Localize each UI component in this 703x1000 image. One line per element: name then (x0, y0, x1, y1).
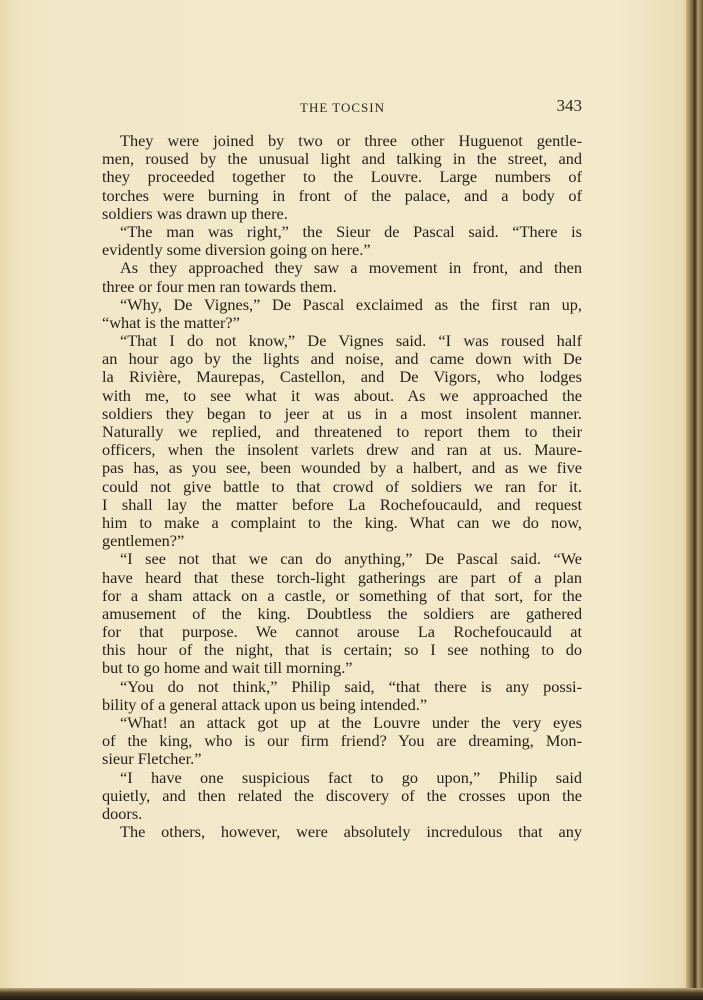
text-line: soldiers they began to jeer at us in a most insolent manner. (102, 403, 582, 423)
text-line: sieur Fletcher.” (102, 749, 202, 769)
text-line: I shall lay the matter before La Rochefoucauld, and request (102, 494, 582, 514)
text-line: have heard that these torch-light gatherings are part of a plan (102, 567, 582, 587)
text-line: with me, to see what it was about. As we approached the (102, 385, 582, 405)
text-line: “The man was right,” the Sieur de Pascal said. “There is (120, 221, 582, 241)
text-line: The others, however, were absolutely incredulous that any (120, 822, 582, 842)
text-line: Naturally we replied, and threatened to report them to their (102, 422, 582, 441)
text-line: this hour of the night, that is certain; so I see nothing to do (102, 640, 582, 660)
text-line: “That I do not know,” De Vignes said. “I was roused half (120, 331, 582, 351)
text-line: amusement of the king. Doubtless the soldiers are gathered (102, 603, 582, 623)
text-line: three or four men ran towards them. (102, 276, 337, 296)
text-line: men, roused by the unusual light and talking in the street, and (102, 149, 582, 169)
text-line: gentlemen?” (102, 531, 185, 551)
page-number: 343 (556, 96, 582, 115)
page-edge-bottom (0, 988, 703, 1000)
text-line: pas has, as you see, been wounded by a halbert, and as we five (102, 458, 582, 478)
text-line: quietly, and then related the discovery of the crosses upon the (102, 785, 582, 805)
text-line: “What! an attack got up at the Louvre under the very eyes (120, 713, 582, 732)
body-text (102, 132, 582, 841)
text-line: “I have one suspicious fact to go upon,” Philip said (120, 767, 582, 787)
text-line: him to make a complaint to the king. What can we do now, (102, 512, 582, 532)
text-line: could not give battle to that crowd of soldiers we ran for it. (102, 476, 582, 496)
text-line: they proceeded together to the Louvre. Large numbers of (102, 167, 582, 187)
text-line: la Rivière, Maurepas, Castellon, and De Vigors, who lodges (102, 367, 582, 387)
text-line: evidently some diversion going on here.” (102, 240, 371, 260)
text-line: for a sham attack on a castle, or something of that sort, for the (102, 585, 582, 605)
text-line: As they approached they saw a movement in front, and then (120, 258, 582, 278)
text-line: bility of a general attack upon us being intended.” (102, 694, 428, 714)
text-line: “Why, De Vignes,” De Pascal exclaimed as the first ran up, (120, 294, 582, 314)
text-line: “what is the matter?” (102, 312, 240, 332)
text-line: for that purpose. We cannot arouse La Rochefoucauld at (102, 622, 582, 642)
text-line: doors. (102, 803, 143, 823)
page-edge-right (686, 0, 703, 1000)
page-header (130, 98, 582, 118)
text-line: “You do not think,” Philip said, “that there is any possi- (120, 676, 582, 696)
text-line: but to go home and wait till morning.” (102, 658, 353, 678)
text-line: of the king, who is our firm friend? You are dreaming, Mon- (102, 731, 582, 751)
text-line: torches were burning in front of the palace, and a body of (102, 185, 582, 205)
text-line: “I see not that we can do anything,” De Pascal said. “We (120, 549, 582, 569)
text-line: soldiers was drawn up there. (102, 203, 288, 223)
text-line: They were joined by two or three other Huguenot gentle- (120, 131, 582, 150)
running-head: THE TOCSIN (300, 100, 385, 115)
text-line: an hour ago by the lights and noise, and came down with De (102, 349, 582, 369)
text-line: officers, when the insolent varlets drew and ran at us. Maure- (102, 440, 582, 460)
